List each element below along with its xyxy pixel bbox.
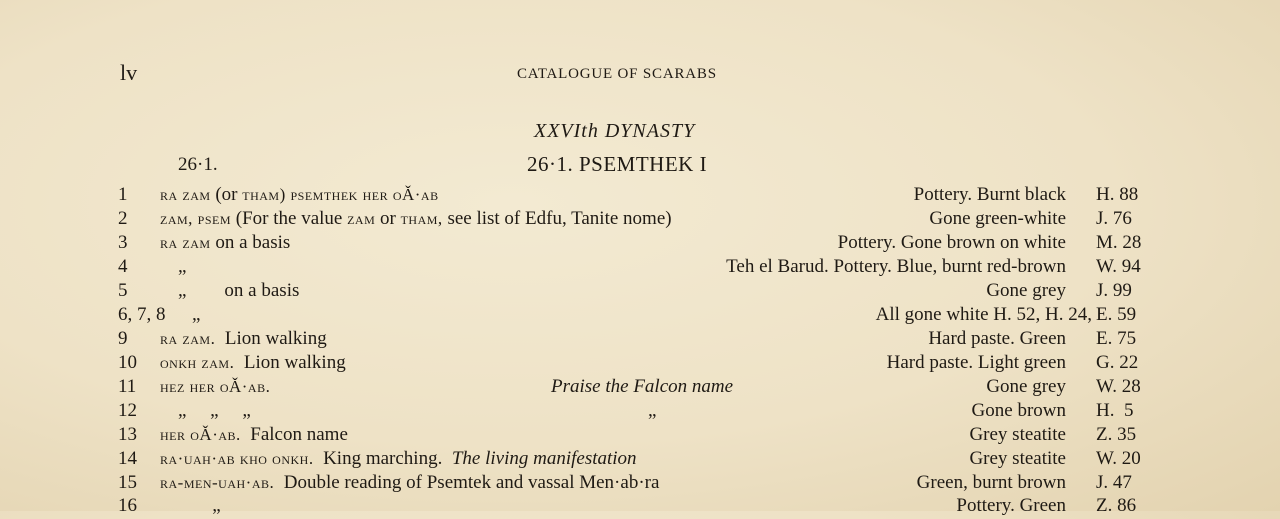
row-translation: Praise the Falcon name: [551, 376, 734, 397]
row-number: 1: [118, 184, 128, 205]
row-register: M. 28: [1096, 232, 1142, 253]
row-number: 15: [118, 472, 137, 493]
row-description: Gone grey: [986, 280, 1066, 301]
catalogue-row: [0, 376, 1280, 400]
row-text: „ on a basis: [178, 280, 300, 301]
section-title: 26·1. PSEMTHEK I: [527, 152, 708, 176]
running-title: CATALOGUE OF SCARABS: [517, 66, 717, 82]
row-register: Z. 35: [1096, 424, 1137, 445]
catalogue-row: [0, 256, 1280, 280]
row-number: 14: [118, 448, 137, 469]
row-number: 2: [118, 208, 128, 229]
row-register: W. 20: [1096, 448, 1141, 469]
row-text: ra·uah·ab kho onkh. King marching. The living manifestation: [160, 448, 637, 469]
row-register: G. 22: [1096, 352, 1139, 373]
catalogue-row: [0, 424, 1280, 448]
row-text: „: [192, 304, 201, 325]
row-text: onkh zam. Lion walking: [160, 352, 346, 373]
row-register: H. 88: [1096, 184, 1139, 205]
row-register: J. 47: [1096, 472, 1132, 493]
row-description: Gone green-white: [929, 208, 1066, 229]
row-number: 5: [118, 280, 128, 301]
row-number: 6, 7, 8: [118, 304, 166, 325]
row-text: „: [178, 256, 187, 277]
row-text: „: [160, 495, 221, 516]
section-left-label: 26·1.: [178, 154, 218, 175]
row-translation: „: [648, 400, 657, 421]
catalogue-row: [0, 208, 1280, 232]
row-text: ra zam (or tham) psemthek her oǍ·ab: [160, 184, 439, 205]
row-description: Hard paste. Light green: [886, 352, 1066, 373]
row-register: W. 94: [1096, 256, 1141, 277]
catalogue-row: [0, 400, 1280, 424]
row-description: Pottery. Green: [956, 495, 1066, 516]
row-number: 13: [118, 424, 137, 445]
row-number: 3: [118, 232, 128, 253]
catalogue-row: [0, 472, 1280, 496]
row-register: E. 75: [1096, 328, 1137, 349]
row-text: ra zam on a basis: [160, 232, 291, 253]
row-text: her oǍ·ab. Falcon name: [160, 424, 348, 445]
row-register: W. 28: [1096, 376, 1141, 397]
row-register: Z. 86: [1096, 495, 1137, 516]
catalogue-row: [0, 184, 1280, 208]
row-number: 16: [118, 495, 137, 516]
page-number: lv: [120, 60, 138, 85]
row-description: Pottery. Burnt black: [913, 184, 1066, 205]
row-text: ra zam. Lion walking: [160, 328, 327, 349]
row-register: J. 76: [1096, 208, 1132, 229]
row-register: H. 5: [1096, 400, 1134, 421]
row-description: Hard paste. Green: [928, 328, 1066, 349]
row-number: 10: [118, 352, 137, 373]
catalogue-row: [0, 328, 1280, 352]
catalogue-row: [0, 304, 1280, 328]
row-description: Green, burnt brown: [916, 472, 1066, 493]
row-number: 9: [118, 328, 128, 349]
row-number: 4: [118, 256, 128, 277]
row-text: „ „ „: [178, 400, 251, 421]
row-register: J. 99: [1096, 280, 1132, 301]
catalogue-row: [0, 448, 1280, 472]
row-description: Pottery. Gone brown on white: [837, 232, 1066, 253]
row-text: ra-men-uah·ab. Double reading of Psemtek and vassal Men·ab·ra: [160, 472, 660, 493]
dynasty-heading: XXVIth DYNASTY: [534, 120, 696, 142]
row-number: 11: [118, 376, 137, 397]
row-text: zam, psem (For the value zam or tham, see list of Edfu, Tanite nome): [160, 208, 672, 229]
row-register: E. 59: [1096, 304, 1137, 325]
row-description: Grey steatite: [969, 448, 1066, 469]
row-text: hez her oǍ·ab.: [160, 377, 271, 396]
catalogue-row: [0, 280, 1280, 304]
row-description: Teh el Barud. Pottery. Blue, burnt red-brown: [726, 256, 1066, 277]
row-number: 12: [118, 400, 137, 421]
row-description: All gone white H. 52, H. 24,: [875, 304, 1092, 325]
catalogue-row: [0, 352, 1280, 376]
row-description: Grey steatite: [969, 424, 1066, 445]
row-description: Gone brown: [971, 400, 1066, 421]
catalogue-row: [0, 495, 1280, 519]
row-description: Gone grey: [986, 376, 1066, 397]
catalogue-row: [0, 232, 1280, 256]
